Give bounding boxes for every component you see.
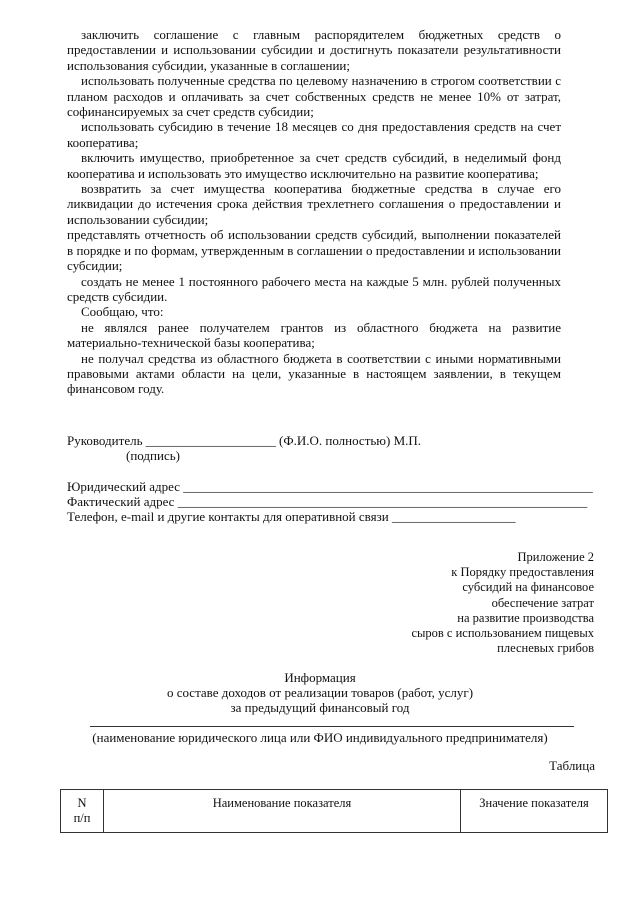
obligation-paragraph: заключить соглашение с главным распорядителем бюджетных средств о предоставлении и использовании субсидии и достигнуть показатели результативности использования субсидии, указанные в соглашении; (67, 27, 561, 73)
annex-line: субсидий на финансовое (462, 580, 594, 595)
table-caption: Таблица (549, 758, 595, 773)
annex-line: обеспечение затрат (491, 595, 594, 610)
indicators-table (60, 789, 608, 833)
entity-hint: (наименование юридического лица или ФИО индивидуального предпринимателя) (92, 730, 548, 745)
obligation-paragraph: возвратить за счет имущества кооператива бюджетные средства в случае его ликвидации до истечения срока действия трехлетнего соглашения о предоставлении и использовании субсидии; (67, 181, 561, 227)
annex-heading (411, 550, 594, 656)
col-number-sublabel: п/п (73, 811, 91, 825)
obligation-paragraph: использовать полученные средства по целевому назначению в строгом соответствии с планом расходов и оплачивать за счет собственных средств не менее 10% от затрат, софинансируемых за счет средств субсидии; (67, 73, 561, 120)
contacts-line: Телефон, e-mail и другие контакты для оперативной связи ___________________ (67, 509, 516, 524)
info-title: Информация (284, 670, 356, 685)
declaration-heading: Сообщаю, что: (81, 304, 164, 320)
annex-line: Приложение 2 (517, 550, 594, 564)
obligation-paragraph: включить имущество, приобретенное за счет средств субсидий, в неделимый фонд кооператива и использовать это имущество исключительно на развитие кооператива; (67, 150, 561, 181)
col-number-header (61, 790, 104, 833)
col-name-header: Наименование показателя (104, 790, 461, 833)
declaration-paragraph: не являлся ранее получателем грантов из областного бюджета на развитие материально-технической базы кооператива; (67, 319, 561, 351)
info-subtitle: о составе доходов от реализации товаров (работ, услуг) (166, 685, 474, 700)
obligation-paragraph: использовать субсидию в течение 18 месяцев со дня предоставления средств на счет кооператива; (67, 119, 561, 150)
annex-line: к Порядку предоставления (451, 565, 594, 580)
annex-line: сыров с использованием пищевых (411, 626, 594, 641)
col-number-label: N (77, 796, 87, 810)
obligation-paragraph: создать не менее 1 постоянного рабочего места на каждые 5 млн. рублей полученных средств субсидии. (67, 273, 561, 304)
annex-line: плесневых грибов (497, 641, 594, 656)
info-period: за предыдущий финансовый год (230, 700, 410, 715)
obligation-paragraph: представлять отчетность об использовании средств субсидий, выполнении показателей в порядке и по формам, утвержденным в соглашении о предоставлении и использовании субсидии; (67, 227, 561, 274)
col-value-header: Значение показателя (461, 790, 608, 833)
head-signature-line: Руководитель ____________________ (Ф.И.О. полностью) М.П. (67, 433, 422, 448)
entity-name-rule (90, 726, 574, 727)
legal-address-line: Юридический адрес _______________________________________________________________ (67, 479, 593, 494)
declaration-paragraph: не получал средства из областного бюджета в соответствии с иными нормативными правовыми актами области на цели, указанные в настоящем заявлении, в текущем финансовом году. (67, 350, 561, 397)
signature-hint: (подпись) (126, 448, 180, 463)
obligations-text (67, 27, 561, 397)
actual-address-line: Фактический адрес _______________________________________________________________ (67, 494, 588, 509)
annex-line: на развитие производства (457, 610, 594, 625)
table-header-row (61, 790, 608, 833)
